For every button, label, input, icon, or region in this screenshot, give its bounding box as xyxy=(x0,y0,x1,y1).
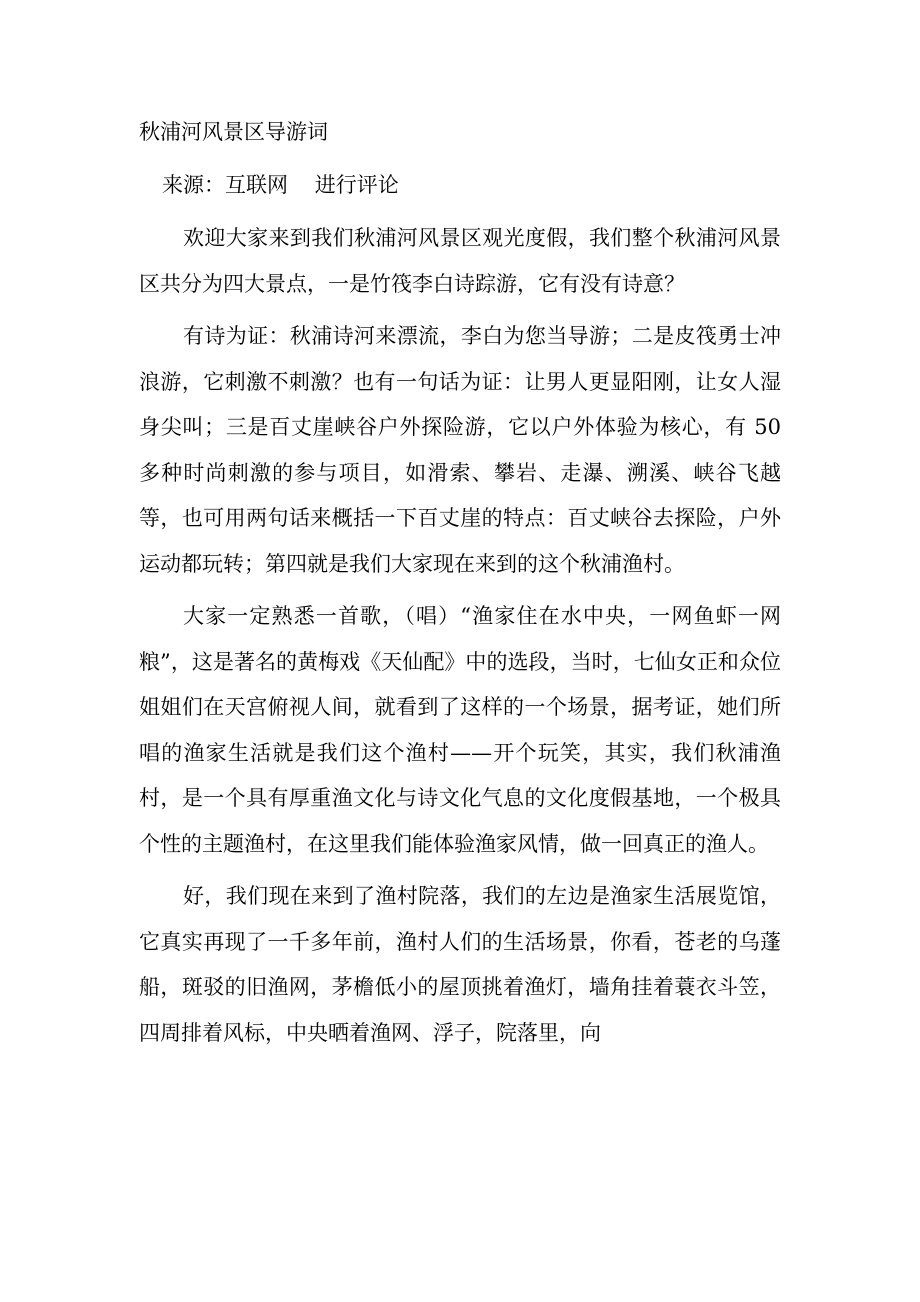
paragraph: 好，我们现在来到了渔村院落，我们的左边是渔家生活展览馆，它真实再现了一千多年前，渔村人们的生活场景，你看，苍老的乌蓬船，斑驳的旧渔网，茅檐低小的屋顶挑着渔灯，墙角挂着蓑衣斗笠，四周排着风标，中央晒着渔网、浮子，院落里，向 xyxy=(139,884,781,1045)
document-title: 秋浦河风景区导游词 xyxy=(139,120,328,144)
document-body xyxy=(139,216,781,1063)
paragraph: 欢迎大家来到我们秋浦河风景区观光度假，我们整个秋浦河风景区共分为四大景点，一是竹筏李白诗踪游，它有没有诗意？ xyxy=(139,226,781,296)
source-line: 来源：互联网 进行评论 xyxy=(162,173,399,197)
paragraph: 大家一定熟悉一首歌，（唱）“渔家住在水中央，一网鱼虾一网粮”，这是著名的黄梅戏《天仙配》中的选段，当时，七仙女正和众位姐姐们在天宫俯视人间，就看到了这样的一个场景，据考证，她们所唱的渔家生活就是我们这个渔村——开个玩笑，其实，我们秋浦渔村，是一个具有厚重渔文化与诗文化气息的文化度假基地，一个极具个性的主题渔村，在这里我们能体验渔家风情，做一回真正的渔人。 xyxy=(139,604,781,856)
paragraph: 有诗为证：秋浦诗河来漂流，李白为您当导游；二是皮筏勇士冲浪游，它刺激不刺激？也有一句话为证：让男人更显阳刚，让女人湿身尖叫；三是百丈崖峡谷户外探险游，它以户外体验为核心，有 50 多种时尚刺激的参与项目，如滑索、攀岩、走瀑、溯溪、峡谷飞越等，也可用两句话来概括一下百丈崖的特点：百丈峡谷去探险，户外运动都玩转；第四就是我们大家现在来到的这个秋浦渔村。 xyxy=(139,324,781,576)
